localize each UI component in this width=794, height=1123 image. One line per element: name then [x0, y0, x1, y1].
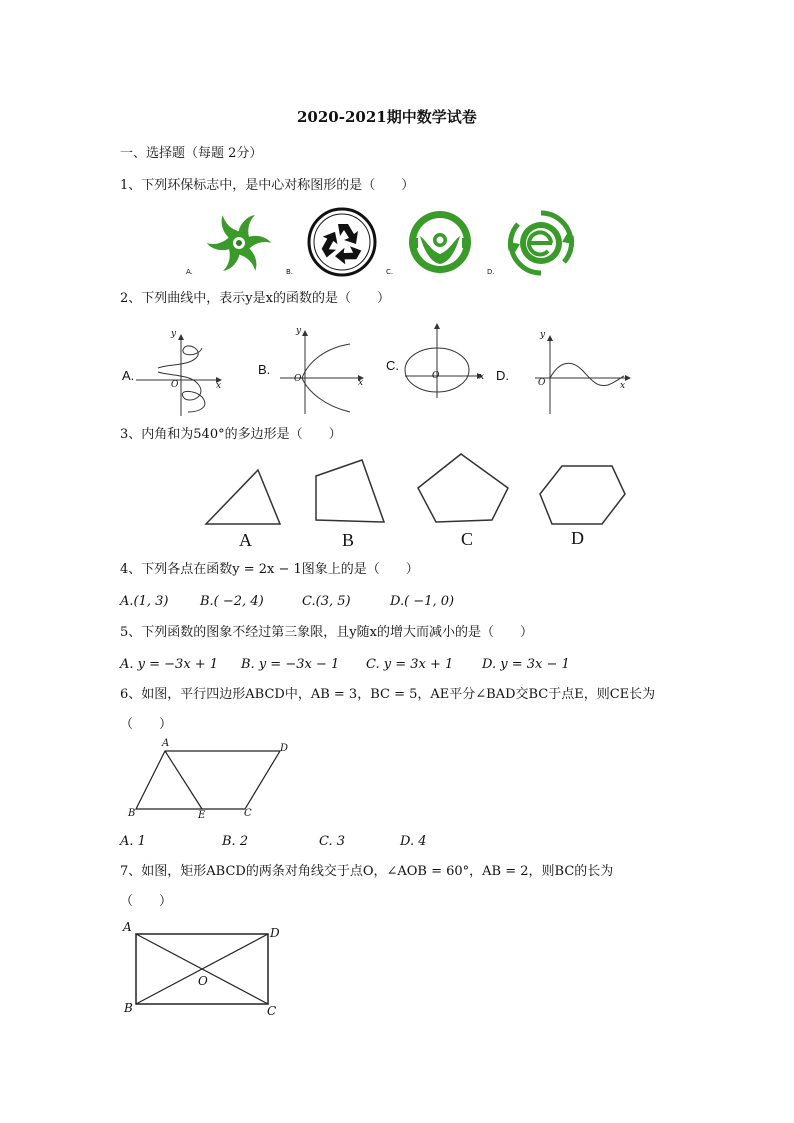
q2d-origin: O	[538, 378, 546, 388]
q6-point-d: D	[280, 743, 289, 754]
graph-c	[385, 318, 495, 398]
q3-label-c: C	[461, 529, 474, 549]
q5-option-d: D. y = 3x − 1	[482, 657, 570, 672]
q2b-axis-y: y	[296, 326, 302, 336]
q5-option-a: A. y = −3x + 1	[120, 657, 219, 672]
quadrilateral	[316, 460, 384, 522]
q1-label-a: A.	[186, 268, 193, 276]
q4-option-c: C.(3, 5)	[302, 594, 351, 609]
question-4: 4、下列各点在函数y = 2x − 1图象上的是（ ）	[120, 562, 419, 577]
question-3: 3、内角和为540°的多边形是（ ）	[120, 427, 342, 442]
q1-label-b: B.	[286, 268, 294, 276]
q2-label-d: D.	[496, 368, 509, 383]
q2b-axis-x: x	[358, 378, 364, 388]
q6-point-c: C	[244, 808, 252, 819]
question-7-paren: （ ）	[120, 894, 173, 909]
q1-label-d: D.	[487, 268, 495, 276]
q6-option-d: D. 4	[400, 834, 427, 849]
question-5: 5、下列函数的图象不经过第三象限，且y随x的增大而减小的是（ ）	[120, 625, 533, 640]
question-6: 6、如图，平行四边形ABCD中，AB = 3，BC = 5，AE平分∠BAD交BC于点E，则CE长为	[120, 687, 656, 702]
q2a-axis-x: x	[216, 381, 222, 391]
question-7: 7、如图，矩形ABCD的两条对角线交于点O，∠AOB = 60°，AB = 2，则BC的长为	[120, 864, 614, 879]
parallelogram-figure	[130, 745, 290, 815]
green-food-logo-icon	[408, 210, 472, 274]
q4-option-b: B.( −2, 4)	[200, 594, 264, 609]
q4-option-d: D.( −1, 0)	[390, 594, 455, 609]
q2b-origin: O	[294, 374, 302, 384]
page-title: 2020-2021期中数学试卷	[297, 108, 477, 126]
q3-label-a: A	[239, 530, 252, 550]
q1-label-c: C.	[386, 268, 394, 276]
graph-d	[510, 330, 635, 415]
q6-option-c: C. 3	[319, 834, 346, 849]
q5-option-c: C. y = 3x + 1	[366, 657, 454, 672]
q2c-axis-x: x	[479, 372, 485, 382]
q7-point-o: O	[198, 974, 208, 988]
q6-option-b: B. 2	[222, 834, 249, 849]
graph-a	[118, 328, 228, 418]
q2c-origin: O	[432, 371, 440, 381]
question-1: 1、下列环保标志中，是中心对称图形的是（ ）	[120, 178, 415, 193]
section-heading: 一、选择题（每题 2分）	[120, 146, 263, 161]
q7-point-d: D	[270, 926, 280, 940]
rectangle-figure	[135, 932, 270, 1007]
q3-label-b: B	[342, 530, 355, 550]
q7-point-b: B	[124, 1001, 133, 1015]
q7-point-c: C	[267, 1004, 277, 1018]
question-6-paren: （ ）	[120, 717, 173, 732]
q2-label-a: A.	[122, 368, 135, 383]
q2-label-b: B.	[258, 362, 271, 377]
q2-label-c: C.	[386, 358, 399, 373]
q5-option-b: B. y = −3x − 1	[241, 657, 340, 672]
q6-option-a: A. 1	[120, 834, 146, 849]
q2a-axis-y: y	[171, 329, 177, 339]
q7-point-a: A	[123, 920, 132, 934]
q4-option-a: A.(1, 3)	[120, 594, 169, 609]
q6-point-a: A	[162, 738, 170, 749]
q2d-axis-y: y	[540, 330, 546, 340]
recycle-logo-icon	[307, 207, 377, 277]
q2d-axis-x: x	[620, 381, 626, 391]
q6-point-b: B	[128, 808, 136, 819]
hexagon	[540, 466, 625, 524]
q3-label-d: D	[571, 528, 584, 548]
question-2: 2、下列曲线中，表示y是x的函数的是（ ）	[120, 291, 390, 306]
pentagon	[418, 454, 508, 522]
triangle	[206, 470, 280, 524]
e-logo-icon	[508, 210, 574, 276]
q6-point-e: E	[198, 810, 206, 821]
q2a-origin: O	[171, 380, 179, 390]
pinwheel-logo-icon	[206, 210, 272, 276]
polygons	[200, 452, 630, 532]
